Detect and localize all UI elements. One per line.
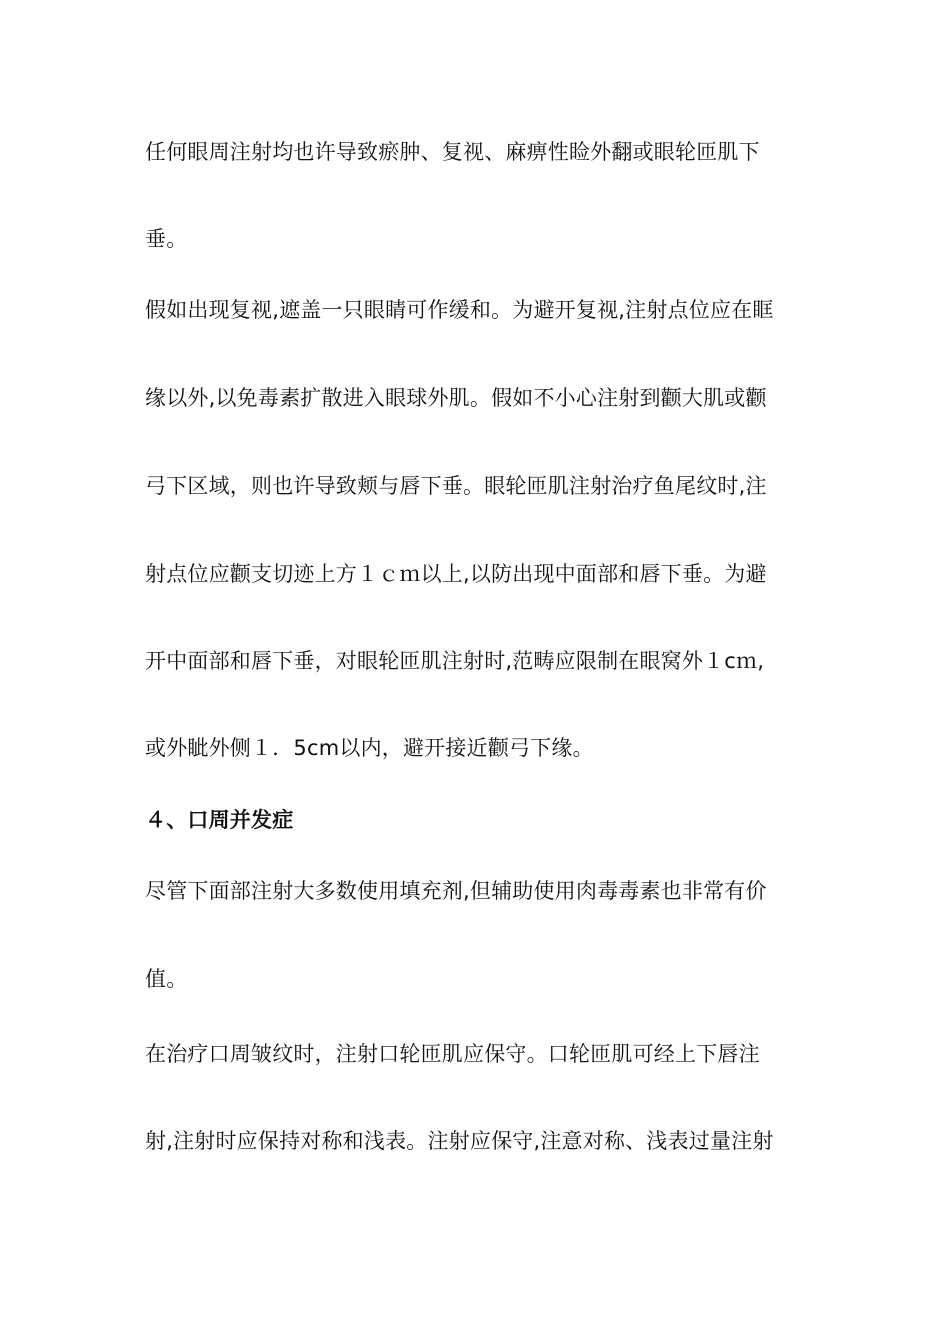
- paragraph-line-10: 值。: [145, 967, 188, 991]
- section-heading: ４、口周并发症: [145, 808, 294, 832]
- paragraph-line-11: 在治疗口周皱纹时，注射口轮匝肌应保守。口轮匝肌可经上下唇注: [145, 1042, 760, 1066]
- paragraph-line-2: 垂。: [145, 227, 188, 251]
- paragraph-line-3: 假如出现复视,遮盖一只眼睛可作缓和。为避开复视,注射点位应在眶: [145, 298, 774, 322]
- paragraph-line-12: 射,注射时应保持对称和浅表。注射应保守,注意对称、浅表过量注射: [145, 1129, 774, 1153]
- paragraph-line-5: 弓下区域，则也许导致颊与唇下垂。眼轮匝肌注射治疗鱼尾纹时,注: [145, 474, 767, 498]
- paragraph-line-6: 射点位应颧支切迹上方１ｃｍ以上,以防出现中面部和唇下垂。为避: [145, 562, 767, 586]
- paragraph-line-4: 缘以外,以免毒素扩散进入眼球外肌。假如不小心注射到颧大肌或颧: [145, 386, 767, 410]
- paragraph-line-8: 或外眦外侧１．5cm以内，避开接近颧弓下缘。: [145, 736, 594, 760]
- paragraph-line-7: 开中面部和唇下垂，对眼轮匝肌注射时,范畴应限制在眼窝外１cｍ,: [145, 649, 765, 673]
- paragraph-line-9: 尽管下面部注射大多数使用填充剂,但辅助使用肉毒毒素也非常有价: [145, 879, 767, 903]
- paragraph-line-1: 任何眼周注射均也许导致瘀肿、复视、麻痹性睑外翻或眼轮匝肌下: [145, 140, 760, 164]
